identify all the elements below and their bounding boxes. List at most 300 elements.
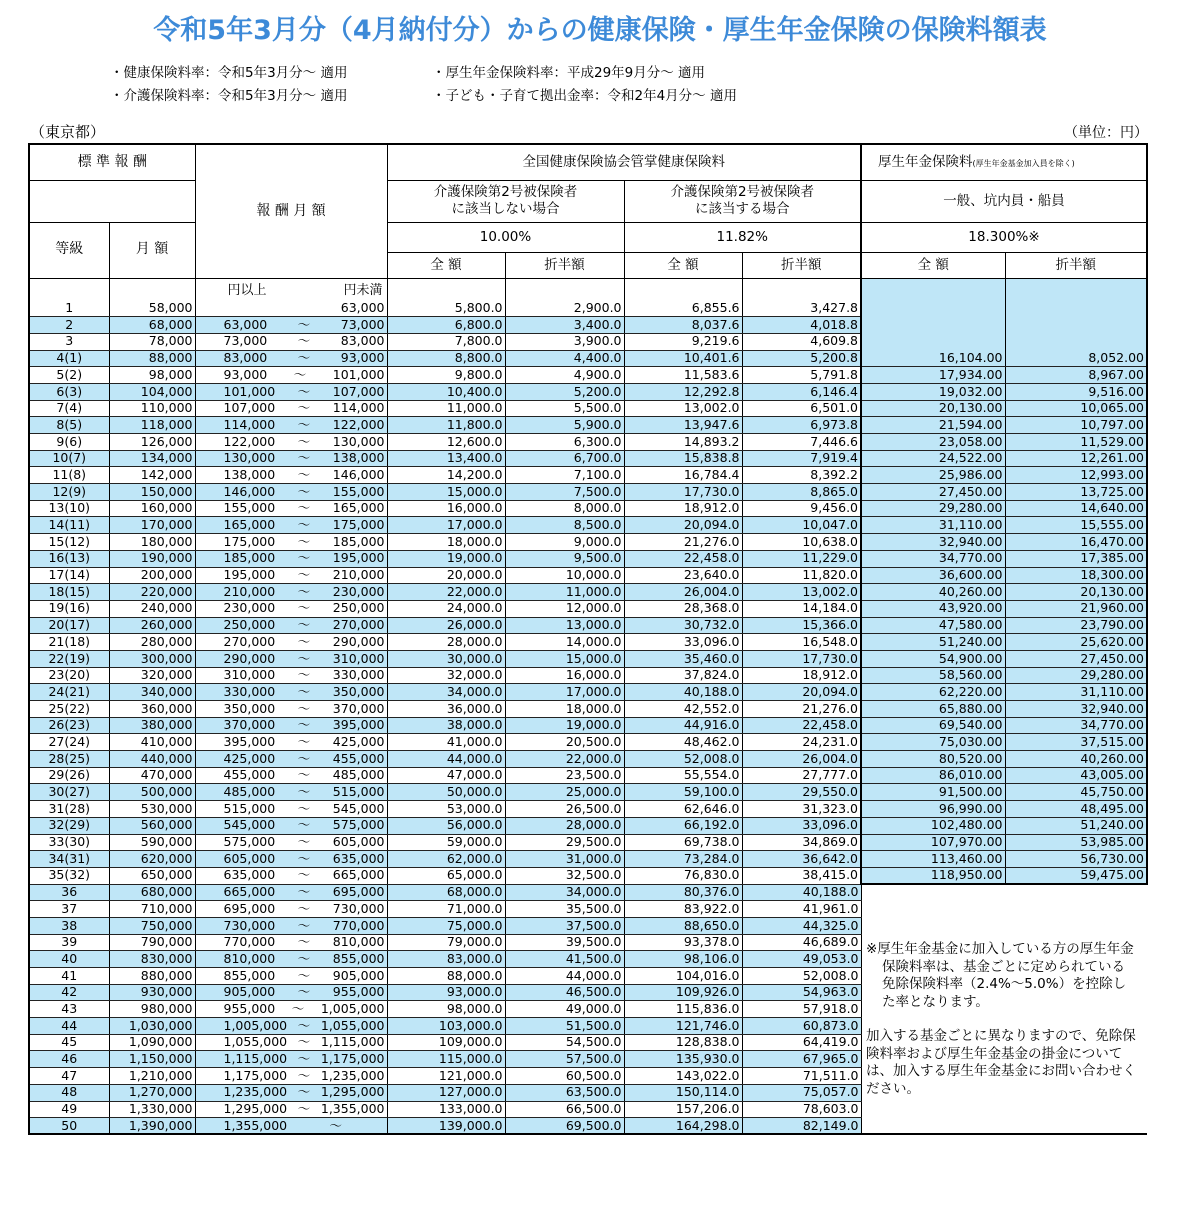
pension-full-cell: 20,130.00: [861, 400, 1005, 417]
no-kaigo-full-cell: 133,000.0: [387, 1101, 505, 1118]
range-to: 310,000: [332, 650, 385, 666]
monthly-cell: 1,210,000: [109, 1068, 195, 1085]
range-from: 101,000: [223, 383, 276, 399]
monthly-cell: 530,000: [109, 801, 195, 818]
range-cell: [195, 751, 387, 768]
range-tilde: ～: [297, 617, 311, 633]
note-care-rate: ・介護保険料率：令和5年3月分～ 適用: [110, 88, 348, 104]
grade-cell: 11(8): [29, 467, 109, 484]
kaigo-half-cell: 33,096.0: [742, 817, 861, 834]
kaigo-half-cell: 29,550.0: [742, 784, 861, 801]
range-to: 605,000: [332, 834, 385, 850]
range-tilde: ～: [297, 917, 311, 933]
header-standard: 標 準 報 酬: [29, 144, 195, 180]
grade-cell: 20(17): [29, 617, 109, 634]
range-to: 101,000: [332, 366, 385, 382]
no-kaigo-full-cell: 115,000.0: [387, 1051, 505, 1068]
pension-half-cell: 14,640.00: [1005, 500, 1147, 517]
range-cell: [195, 1118, 387, 1135]
kaigo-full-cell: 35,460.0: [624, 650, 742, 667]
range-from: 955,000: [223, 1000, 276, 1016]
grade-cell: 15(12): [29, 534, 109, 551]
range-to: 175,000: [332, 517, 385, 533]
range-from: 250,000: [223, 617, 276, 633]
kaigo-half-cell: 57,918.0: [742, 1001, 861, 1018]
pension-half-cell: 45,750.00: [1005, 784, 1147, 801]
pension-full-cell: [861, 300, 1005, 317]
monthly-cell: 680,000: [109, 884, 195, 901]
monthly-cell: 620,000: [109, 851, 195, 868]
monthly-cell: 1,270,000: [109, 1084, 195, 1101]
monthly-cell: 280,000: [109, 634, 195, 651]
kaigo-half-cell: 3,427.8: [742, 300, 861, 317]
page-title: 令和5年3月分（4月納付分）からの健康保険・厚生年金保険の保険料額表: [153, 15, 1047, 46]
range-tilde: ～: [297, 316, 311, 332]
kaigo-full-cell: 150,114.0: [624, 1084, 742, 1101]
range-cell: [195, 1101, 387, 1118]
monthly-cell: 260,000: [109, 617, 195, 634]
pension-half-cell: 12,261.00: [1005, 450, 1147, 467]
range-tilde: ～: [297, 450, 311, 466]
monthly-cell: 68,000: [109, 317, 195, 334]
kaigo-half-cell: 10,638.0: [742, 534, 861, 551]
no-kaigo-half-cell: 51,500.0: [505, 1018, 624, 1035]
no-kaigo-half-cell: 35,500.0: [505, 901, 624, 918]
no-kaigo-half-cell: 34,000.0: [505, 884, 624, 901]
grade-cell: 43: [29, 1001, 109, 1018]
no-kaigo-half-cell: 17,000.0: [505, 684, 624, 701]
kaigo-half-cell: 14,184.0: [742, 600, 861, 617]
monthly-cell: 710,000: [109, 901, 195, 918]
range-to: 114,000: [332, 400, 385, 416]
pension-half-cell: 21,960.00: [1005, 600, 1147, 617]
no-kaigo-half-cell: 16,000.0: [505, 667, 624, 684]
kaigo-full-cell: 135,930.0: [624, 1051, 742, 1068]
grade-cell: 6(3): [29, 383, 109, 400]
monthly-cell: 1,150,000: [109, 1051, 195, 1068]
range-to: 155,000: [332, 483, 385, 499]
kaigo-half-cell: 71,511.0: [742, 1068, 861, 1085]
range-tilde: ～: [297, 383, 311, 399]
no-kaigo-half-cell: 5,500.0: [505, 400, 624, 417]
pension-half-cell: 12,993.00: [1005, 467, 1147, 484]
kaigo-half-cell: 36,642.0: [742, 851, 861, 868]
pension-half-cell: 10,065.00: [1005, 400, 1147, 417]
kaigo-full-cell: 55,554.0: [624, 767, 742, 784]
table-row: [29, 717, 1147, 734]
range-from: 605,000: [223, 850, 276, 866]
grade-cell: 25(22): [29, 701, 109, 718]
monthly-cell: 590,000: [109, 834, 195, 851]
footnote-exemption: ※厚生年金基金に加入している方の厚生年金保険料率は、基金ごとに定められている免除保険料率（2.4%～5.0%）を控除した率となります。: [866, 941, 1134, 1010]
no-kaigo-half-cell: 54,500.0: [505, 1034, 624, 1051]
range-from: 395,000: [223, 733, 276, 749]
no-kaigo-full-cell: 47,000.0: [387, 767, 505, 784]
no-kaigo-full-cell: 62,000.0: [387, 851, 505, 868]
range-from: 155,000: [223, 500, 276, 516]
no-kaigo-full-cell: 5,800.0: [387, 300, 505, 317]
kaigo-half-cell: 54,963.0: [742, 984, 861, 1001]
pension-full-cell: 69,540.00: [861, 717, 1005, 734]
table-row: [29, 417, 1147, 434]
no-kaigo-half-cell: 26,500.0: [505, 801, 624, 818]
range-from: 122,000: [223, 433, 276, 449]
grade-cell: 21(18): [29, 634, 109, 651]
range-tilde: ～: [297, 400, 311, 416]
range-to: 83,000: [340, 333, 385, 349]
table-row: [29, 650, 1147, 667]
range-to: 1,355,000: [320, 1101, 385, 1117]
monthly-cell: 104,000: [109, 383, 195, 400]
no-kaigo-half-cell: 5,200.0: [505, 383, 624, 400]
no-kaigo-full-cell: 11,000.0: [387, 400, 505, 417]
header-kyokai: 全国健康保険協会管掌健康保険料: [387, 144, 861, 180]
range-from: 1,355,000: [223, 1117, 288, 1133]
pension-full-cell: [861, 333, 1005, 350]
range-cell: [195, 400, 387, 417]
no-kaigo-full-cell: 71,000.0: [387, 901, 505, 918]
no-kaigo-full-cell: 34,000.0: [387, 684, 505, 701]
monthly-cell: 830,000: [109, 951, 195, 968]
note-child-rate: ・子ども・子育て拠出金率：令和2年4月分～ 適用: [432, 88, 737, 104]
kaigo-half-cell: 44,325.0: [742, 917, 861, 934]
pension-full-cell: 80,520.00: [861, 751, 1005, 768]
no-kaigo-full-cell: 121,000.0: [387, 1068, 505, 1085]
grade-cell: 2: [29, 317, 109, 334]
kaigo-full-cell: 9,219.6: [624, 333, 742, 350]
range-to: 485,000: [332, 767, 385, 783]
range-to: 370,000: [332, 700, 385, 716]
pension-full-cell: 17,934.00: [861, 367, 1005, 384]
range-cell: [195, 1068, 387, 1085]
no-kaigo-half-cell: 10,000.0: [505, 567, 624, 584]
range-from: 290,000: [223, 650, 276, 666]
no-kaigo-half-cell: 4,900.0: [505, 367, 624, 384]
range-from: 1,235,000: [223, 1084, 288, 1100]
no-kaigo-full-cell: 65,000.0: [387, 867, 505, 884]
no-kaigo-half-cell: 41,500.0: [505, 951, 624, 968]
table-row: [29, 333, 1147, 350]
no-kaigo-half-cell: 28,000.0: [505, 817, 624, 834]
monthly-cell: 160,000: [109, 500, 195, 517]
grade-cell: 23(20): [29, 667, 109, 684]
unit-label: （単位：円）: [1064, 125, 1148, 141]
pension-half-cell: 16,470.00: [1005, 534, 1147, 551]
range-cell: [195, 667, 387, 684]
pension-half-cell: 23,790.00: [1005, 617, 1147, 634]
table-row: [29, 834, 1147, 851]
range-from: 1,295,000: [223, 1101, 288, 1117]
no-kaigo-full-cell: 6,800.0: [387, 317, 505, 334]
pension-half-cell: 59,475.00: [1005, 867, 1147, 884]
table-row: [29, 684, 1147, 701]
pension-half-cell: [1005, 317, 1147, 334]
no-kaigo-full-cell: 12,600.0: [387, 434, 505, 451]
no-kaigo-full-cell: 8,800.0: [387, 350, 505, 367]
grade-cell: 41: [29, 968, 109, 985]
grade-cell: 27(24): [29, 734, 109, 751]
no-kaigo-full-cell: 20,000.0: [387, 567, 505, 584]
range-from: 310,000: [223, 667, 276, 683]
range-cell: [195, 534, 387, 551]
range-cell: [195, 917, 387, 934]
kaigo-full-cell: 143,022.0: [624, 1068, 742, 1085]
pension-half-cell: 18,300.00: [1005, 567, 1147, 584]
monthly-cell: 750,000: [109, 917, 195, 934]
monthly-cell: 88,000: [109, 350, 195, 367]
monthly-cell: 240,000: [109, 600, 195, 617]
kaigo-full-cell: 6,855.6: [624, 300, 742, 317]
no-kaigo-half-cell: 37,500.0: [505, 917, 624, 934]
monthly-cell: 220,000: [109, 584, 195, 601]
no-kaigo-half-cell: 29,500.0: [505, 834, 624, 851]
range-to: 455,000: [332, 750, 385, 766]
range-tilde: ～: [297, 1034, 311, 1050]
grade-cell: 35(32): [29, 867, 109, 884]
grade-cell: 12(9): [29, 484, 109, 501]
range-to: 425,000: [332, 733, 385, 749]
kaigo-half-cell: 11,820.0: [742, 567, 861, 584]
no-kaigo-full-cell: 50,000.0: [387, 784, 505, 801]
monthly-cell: 180,000: [109, 534, 195, 551]
kaigo-half-cell: 38,415.0: [742, 867, 861, 884]
range-cell: [195, 717, 387, 734]
no-kaigo-full-cell: 9,800.0: [387, 367, 505, 384]
rate-pension: 18.300%※: [861, 222, 1147, 252]
grade-cell: 29(26): [29, 767, 109, 784]
kaigo-full-cell: 69,738.0: [624, 834, 742, 851]
no-kaigo-half-cell: 7,100.0: [505, 467, 624, 484]
kaigo-full-cell: 17,730.0: [624, 484, 742, 501]
header-half-3: 折半額: [1005, 252, 1147, 278]
no-kaigo-full-cell: 19,000.0: [387, 550, 505, 567]
no-kaigo-half-cell: 49,000.0: [505, 1001, 624, 1018]
grade-cell: 8(5): [29, 417, 109, 434]
range-to: 195,000: [332, 550, 385, 566]
range-tilde: ～: [293, 366, 307, 382]
range-to: 185,000: [332, 533, 385, 549]
range-from: 330,000: [223, 683, 276, 699]
kaigo-full-cell: 121,746.0: [624, 1018, 742, 1035]
pension-full-cell: 24,522.00: [861, 450, 1005, 467]
range-to: 905,000: [332, 967, 385, 983]
no-kaigo-half-cell: 23,500.0: [505, 767, 624, 784]
monthly-cell: 1,390,000: [109, 1118, 195, 1135]
range-from: 138,000: [223, 466, 276, 482]
grade-cell: 18(15): [29, 584, 109, 601]
no-kaigo-full-cell: 17,000.0: [387, 517, 505, 534]
header-full-2: 全 額: [624, 252, 742, 278]
no-kaigo-full-cell: 22,000.0: [387, 584, 505, 601]
no-kaigo-half-cell: 13,000.0: [505, 617, 624, 634]
range-cell: [195, 450, 387, 467]
grade-cell: 26(23): [29, 717, 109, 734]
no-kaigo-half-cell: 5,900.0: [505, 417, 624, 434]
rate-kaigo: 11.82%: [624, 222, 861, 252]
grade-cell: 30(27): [29, 784, 109, 801]
pension-half-cell: 8,967.00: [1005, 367, 1147, 384]
range-from: 175,000: [223, 533, 276, 549]
pension-half-cell: 9,516.00: [1005, 383, 1147, 400]
rate-notes-left: [110, 62, 347, 108]
range-cell: [195, 1018, 387, 1035]
kaigo-half-cell: 6,146.4: [742, 383, 861, 400]
pension-full-cell: 34,770.00: [861, 550, 1005, 567]
table-row: [29, 484, 1147, 501]
range-cell: [195, 901, 387, 918]
pension-full-cell: 23,058.00: [861, 434, 1005, 451]
monthly-cell: 930,000: [109, 984, 195, 1001]
monthly-cell: 360,000: [109, 701, 195, 718]
pension-half-cell: 29,280.00: [1005, 667, 1147, 684]
grade-cell: 44: [29, 1018, 109, 1035]
table-row: [29, 701, 1147, 718]
pension-full-cell: 102,480.00: [861, 817, 1005, 834]
header-grade: 等級: [29, 222, 109, 278]
no-kaigo-full-cell: 41,000.0: [387, 734, 505, 751]
range-from: 855,000: [223, 967, 276, 983]
no-kaigo-full-cell: 44,000.0: [387, 751, 505, 768]
header-pension-sub: 一般、坑内員・船員: [861, 180, 1147, 222]
range-to: 270,000: [332, 617, 385, 633]
kaigo-full-cell: 44,916.0: [624, 717, 742, 734]
range-tilde: ～: [297, 350, 311, 366]
no-kaigo-full-cell: 36,000.0: [387, 701, 505, 718]
range-to: 1,115,000: [320, 1034, 385, 1050]
range-from: 195,000: [223, 567, 276, 583]
range-cell: [195, 600, 387, 617]
pension-full-cell: [861, 317, 1005, 334]
header-no-kaigo: 介護保険第2号被保険者 に該当しない場合: [387, 180, 624, 222]
monthly-cell: 300,000: [109, 650, 195, 667]
pension-full-cell: 32,940.00: [861, 534, 1005, 551]
kaigo-half-cell: 5,791.8: [742, 367, 861, 384]
no-kaigo-full-cell: 83,000.0: [387, 951, 505, 968]
grade-cell: 19(16): [29, 600, 109, 617]
pension-half-cell: 15,555.00: [1005, 517, 1147, 534]
monthly-cell: 380,000: [109, 717, 195, 734]
range-from: 575,000: [223, 834, 276, 850]
range-cell: [195, 801, 387, 818]
no-kaigo-half-cell: 15,000.0: [505, 650, 624, 667]
note-pension-rate: ・厚生年金保険料率：平成29年9月分～ 適用: [432, 65, 706, 81]
range-cell: [195, 701, 387, 718]
pension-half-cell: 51,240.00: [1005, 817, 1147, 834]
range-cell: [195, 417, 387, 434]
table-row: [29, 434, 1147, 451]
no-kaigo-full-cell: 15,000.0: [387, 484, 505, 501]
no-kaigo-half-cell: 32,500.0: [505, 867, 624, 884]
monthly-cell: 150,000: [109, 484, 195, 501]
range-to: 290,000: [332, 633, 385, 649]
range-to: 515,000: [332, 784, 385, 800]
table-row: [29, 1118, 1147, 1135]
range-to: 395,000: [332, 717, 385, 733]
kaigo-half-cell: 64,419.0: [742, 1034, 861, 1051]
grade-cell: 49: [29, 1101, 109, 1118]
grade-cell: 38: [29, 917, 109, 934]
range-from: 350,000: [223, 700, 276, 716]
grade-cell: 40: [29, 951, 109, 968]
header-kaigo: 介護保険第2号被保険者 に該当する場合: [624, 180, 861, 222]
kaigo-half-cell: 52,008.0: [742, 968, 861, 985]
monthly-cell: 880,000: [109, 968, 195, 985]
range-cell: [195, 968, 387, 985]
kaigo-full-cell: 13,002.0: [624, 400, 742, 417]
range-from-label: 円以上: [227, 282, 267, 298]
header-remuneration: 報 酬 月 額: [195, 144, 387, 278]
range-to: 730,000: [332, 900, 385, 916]
table-row: [29, 317, 1147, 334]
pension-full-cell: 75,030.00: [861, 734, 1005, 751]
range-cell: [195, 434, 387, 451]
range-from: 230,000: [223, 600, 276, 616]
range-from: 1,055,000: [223, 1034, 288, 1050]
range-cell: [195, 467, 387, 484]
monthly-cell: 560,000: [109, 817, 195, 834]
range-to: 73,000: [340, 316, 385, 332]
kaigo-full-cell: 73,284.0: [624, 851, 742, 868]
monthly-cell: 98,000: [109, 367, 195, 384]
no-kaigo-half-cell: 60,500.0: [505, 1068, 624, 1085]
range-cell: [195, 500, 387, 517]
kaigo-full-cell: 14,893.2: [624, 434, 742, 451]
kaigo-full-cell: 52,008.0: [624, 751, 742, 768]
kaigo-half-cell: 49,053.0: [742, 951, 861, 968]
table-row: [29, 500, 1147, 517]
range-to: 146,000: [332, 466, 385, 482]
range-from: 114,000: [223, 416, 276, 432]
region-label: （東京都）: [30, 123, 106, 141]
pension-full-cell: 58,560.00: [861, 667, 1005, 684]
range-to: 165,000: [332, 500, 385, 516]
range-cell: [195, 550, 387, 567]
kaigo-half-cell: 17,730.0: [742, 650, 861, 667]
no-kaigo-half-cell: 46,500.0: [505, 984, 624, 1001]
kaigo-full-cell: 42,552.0: [624, 701, 742, 718]
monthly-cell: 340,000: [109, 684, 195, 701]
range-tilde: ～: [297, 717, 311, 733]
no-kaigo-half-cell: 20,500.0: [505, 734, 624, 751]
pension-full-cell: 107,970.00: [861, 834, 1005, 851]
no-kaigo-half-cell: 14,000.0: [505, 634, 624, 651]
pension-full-cell: 40,260.00: [861, 584, 1005, 601]
range-tilde: ～: [297, 600, 311, 616]
no-kaigo-half-cell: 8,000.0: [505, 500, 624, 517]
grade-cell: 42: [29, 984, 109, 1001]
range-tilde: ～: [297, 800, 311, 816]
kaigo-full-cell: 15,838.8: [624, 450, 742, 467]
no-kaigo-full-cell: 53,000.0: [387, 801, 505, 818]
range-cell: [195, 884, 387, 901]
grade-cell: 47: [29, 1068, 109, 1085]
range-tilde: ～: [297, 850, 311, 866]
kaigo-full-cell: 37,824.0: [624, 667, 742, 684]
no-kaigo-full-cell: 24,000.0: [387, 600, 505, 617]
range-to: 210,000: [332, 567, 385, 583]
range-from: 455,000: [223, 767, 276, 783]
kaigo-full-cell: 104,016.0: [624, 968, 742, 985]
kaigo-half-cell: 4,018.8: [742, 317, 861, 334]
table-row: [29, 517, 1147, 534]
range-from: 730,000: [223, 917, 276, 933]
range-tilde: ～: [297, 984, 311, 1000]
range-tilde: ～: [297, 733, 311, 749]
range-from: 93,000: [223, 366, 268, 382]
range-cell: [195, 767, 387, 784]
range-cell: [195, 650, 387, 667]
no-kaigo-half-cell: 11,000.0: [505, 584, 624, 601]
